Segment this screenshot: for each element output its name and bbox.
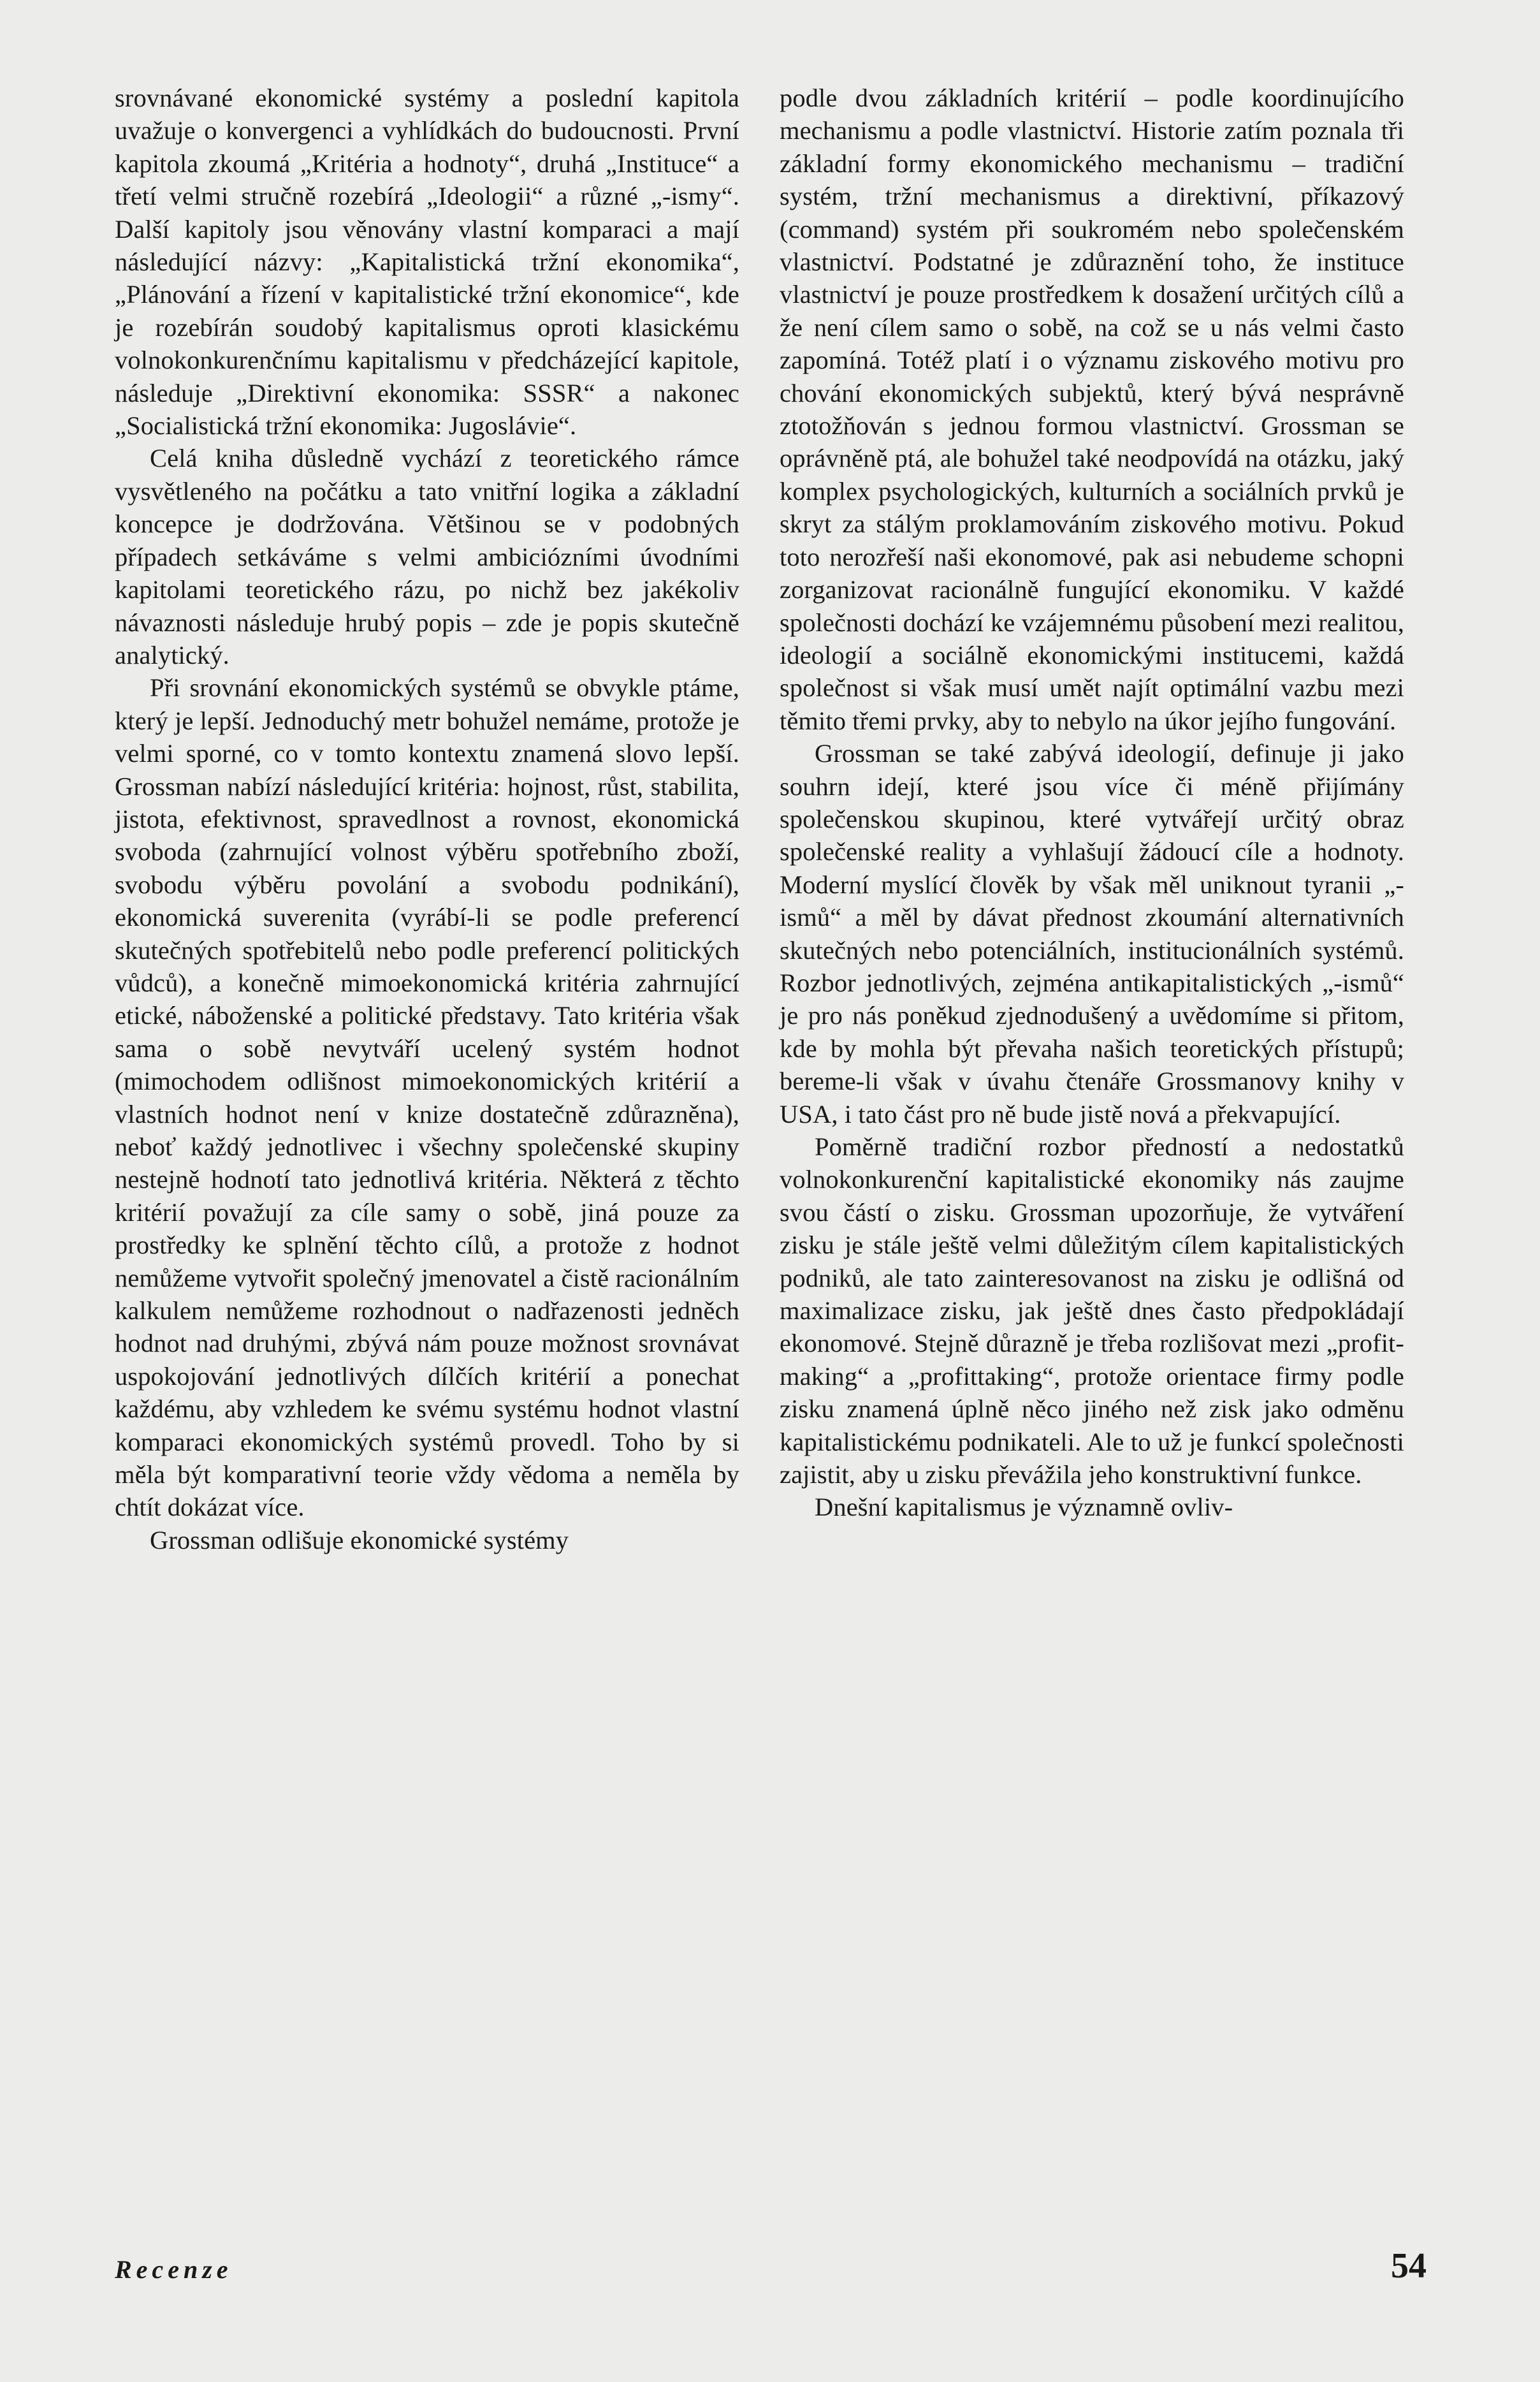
paragraph: Poměrně tradiční rozbor předností a nedostatků volnokonkurenční kapitalistické ekonomiky nás zaujme svou částí o zisku. Grossman upozorňuje, že vytváření zisku je stále ještě velmi důležitým cílem kapitalistických podniků, ale tato zainteresovanost na zisku je odlišná od maximalizace zisku, jak ještě dnes často předpokládají ekonomové. Stejně důrazně je třeba rozlišovat mezi „profit-making“ a „profittaking“, protože orientace firmy podle zisku znamená úplně něco jiného než zisk jako odměnu kapitalistickému podnikateli. Ale to už je funkcí společnosti zajistit, aby u zisku převážila jeho konstruktivní funkce. [780,1132,1404,1489]
right-column [780,82,1404,1524]
paragraph: Grossman odlišuje ekonomické systémy [150,1525,569,1554]
paragraph: Dnešní kapitalismus je významně ovliv- [815,1493,1233,1522]
paragraph: Celá kniha důsledně vychází z teoretického rámce vysvětleného na počátku a tato vnitřní logika a základní koncepce je dodržována. Většinou se v podobných případech setkáváme s velmi ambiciózními úvodními kapitolami teoretického rázu, po nichž bez jakékoliv návaznosti následuje hrubý popis – zde je popis skutečně analytický. [115,444,739,669]
paragraph: srovnávané ekonomické systémy a poslední kapitola uvažuje o konvergenci a vyhlídkách do budoucnosti. První kapitola zkoumá „Kritéria a hodnoty“, druhá „Instituce“ a třetí velmi stručně rozebírá „Ideologii“ a různé „-ismy“. Další kapitoly jsou věnovány vlastní komparaci a mají následující názvy: „Kapitalistická tržní ekonomika“, „Plánování a řízení v kapitalistické tržní ekonomice“, kde je rozebírán soudobý kapitalismus oproti klasickému volnokonkurenčnímu kapitalismu v předcházející kapitole, následuje „Direktivní ekonomika: SSSR“ a nakonec „Socialistická tržní ekonomika: Jugoslávie“. [115,84,739,441]
paragraph: podle dvou základních kritérií – podle koordinujícího mechanismu a podle vlastnictví. Historie zatím poznala tři základní formy ekonomického mechanismu – tradiční systém, tržní mechanismus a direktivní, příkazový (command) systém při soukromém nebo společenském vlastnictví. Podstatné je zdůraznění toho, že instituce vlastnictví je pouze prostředkem k dosažení určitých cílů a že není cílem samo o sobě, na což se u nás velmi často zapomíná. Totéž platí i o významu ziskového motivu pro chování ekonomických subjektů, který bývá nesprávně ztotožňován s jednou formou vlastnictví. Grossman se oprávněně ptá, ale bohužel také neodpovídá na otázku, jaký komplex psychologických, kulturních a sociálních prvků je skryt za stálým proklamováním ziskového motivu. Pokud toto nerozřeší naši ekonomové, pak asi nebudeme schopni zorganizovat racionálně fungující ekonomiku. V každé společnosti dochází ke vzájemnému působení mezi realitou, ideologií a sociálně ekonomickými institucemi, každá společnost si však musí umět najít optimální vazbu mezi těmito třemi prvky, aby to nebylo na úkor jejího fungování. [780,84,1404,735]
running-footer-section: Recenze [115,2255,233,2284]
page-number: 54 [1391,2246,1427,2286]
paragraph: Grossman se také zabývá ideologií, definuje ji jako souhrn idejí, které jsou více či méně přijímány společenskou skupinou, které vytvářejí určitý obraz společenské reality a vyhlašují žádoucí cíle a hodnoty. Moderní myslící člověk by však měl uniknout tyranii „-ismů“ a měl by dávat přednost zkoumání alternativních skutečných nebo potenciálních, institucionálních systémů. Rozbor jednotlivých, zejména antikapitalistických „-ismů“ je pro nás poněkud zjednodušený a uvědomíme si přitom, kde by mohla být převaha našich teoretických přístupů; bereme-li však v úvahu čtenáře Grossmanovy knihy v USA, i tato část pro ně bude jistě nová a překvapující. [780,739,1404,1129]
left-column [115,82,739,1556]
paragraph: Při srovnání ekonomických systémů se obvykle ptáme, který je lepší. Jednoduchý metr bohužel nemáme, protože je velmi sporné, co v tomto kontextu znamená slovo lepší. Grossman nabízí následující kritéria: hojnost, růst, stabilita, jistota, efektivnost, spravedlnost a rovnost, ekonomická svoboda (zahrnující volnost výběru spotřebního zboží, svobodu výběru povolání a svobodu podnikání), ekonomická suverenita (vyrábí-li se podle preferencí skutečných spotřebitelů nebo podle preferencí politických vůdců), a konečně mimoekonomická kritéria zahrnující etické, náboženské a politické představy. Tato kritéria však sama o sobě nevytváří ucelený systém hodnot (mimochodem odlišnost mimoekonomických kritérií a vlastních hodnot není v knize dostatečně zdůrazněna), neboť každý jednotlivec i všechny společenské skupiny nestejně hodnotí tato jednotlivá kritéria. Některá z těchto kritérií považují za cíle samy o sobě, jiná pouze za prostředky ke splnění těchto cílů, a protože z hodnot nemůžeme vytvořit společný jmenovatel a čistě racionálním kalkulem nemůžeme rozhodnout o nadřazenosti jedněch hodnot nad druhými, zbývá nám pouze možnost srovnávat uspokojování jednotlivých dílčích kritérií a ponechat každému, aby vzhledem ke svému systému hodnot vlastní komparaci ekonomických systémů provedl. Toho by si měla být komparativní teorie vždy vědoma a neměla by chtít dokázat více. [115,673,739,1522]
